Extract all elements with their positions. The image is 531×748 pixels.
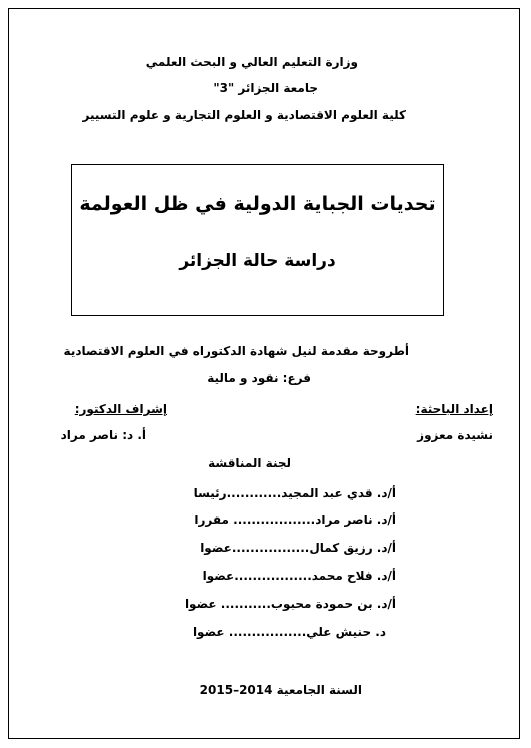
committee-member: د. حنيش علي................. عضوا bbox=[192, 625, 386, 639]
committee-member: أ/د. بن حمودة محبوب........... عضوا bbox=[184, 597, 396, 611]
committee-member: أ/د. قدي عبد المجيد............رئيسا bbox=[193, 486, 396, 500]
committee-heading: لجنة المناقشة bbox=[208, 456, 291, 470]
prepared-by-label: إعداد الباحثة: bbox=[415, 402, 493, 416]
committee-member: أ/د. فلاح محمد.................عضوا bbox=[202, 569, 396, 583]
thesis-title: تحديات الجباية الدولية في ظل العولمة bbox=[79, 193, 436, 215]
branch-label: فرع: نقود و مالية bbox=[207, 371, 311, 385]
faculty-name: كلية العلوم الاقتصادية و العلوم التجارية و علوم التسيير bbox=[82, 108, 406, 122]
supervisor-name: أ. د: ناصر مراد bbox=[60, 428, 146, 442]
committee-member: أ/د. ناصر مراد.................. مقررا bbox=[194, 513, 396, 527]
ministry-name: وزارة التعليم العالي و البحث العلمي bbox=[145, 55, 358, 69]
thesis-subtitle: دراسة حالة الجزائر bbox=[179, 251, 336, 271]
supervisor-label: إشراف الدكتور: bbox=[74, 402, 167, 416]
university-name: جامعة الجزائر "3" bbox=[213, 81, 318, 95]
thesis-description: أطروحة مقدمة لنيل شهادة الدكتوراه في العلوم الاقتصادية bbox=[63, 344, 409, 358]
academic-year: السنة الجامعية 2014–2015 bbox=[199, 683, 362, 697]
author-name: نشيدة معزوز bbox=[417, 428, 493, 442]
committee-member: أ/د. رزيق كمال.................عضوا bbox=[200, 541, 396, 555]
title-box bbox=[71, 164, 444, 316]
